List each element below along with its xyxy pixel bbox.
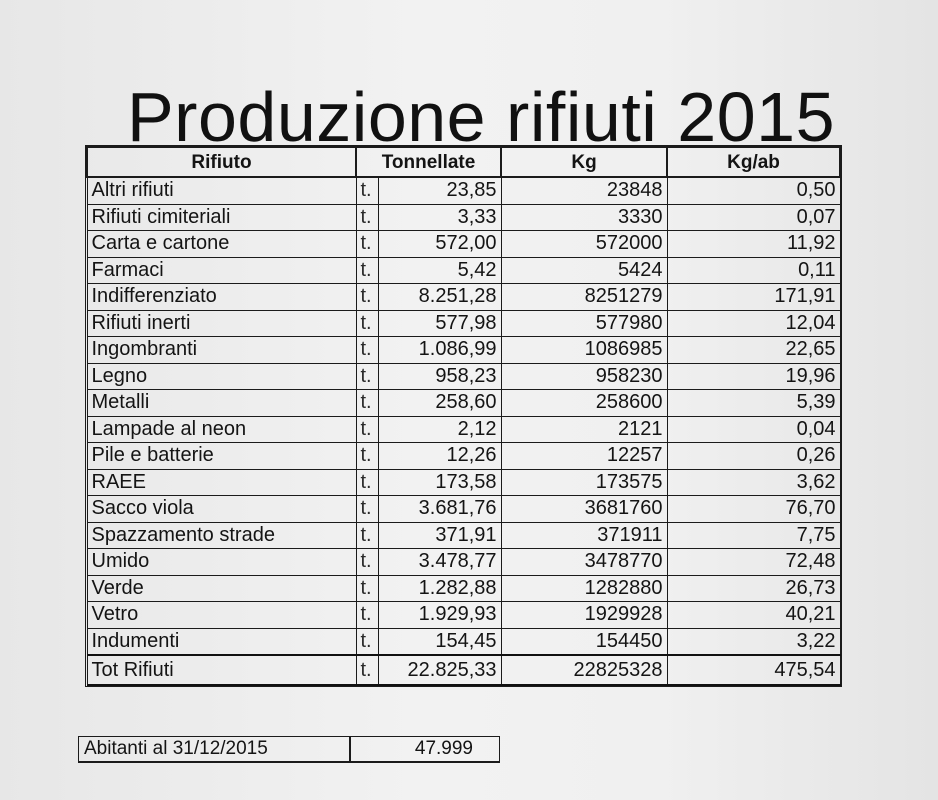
waste-type-cell: Spazzamento strade <box>87 522 356 549</box>
kg-cell: 1086985 <box>501 337 667 364</box>
kg-cell: 8251279 <box>501 284 667 311</box>
tonnellate-cell: 572,00 <box>378 231 501 258</box>
tonnellate-cell: 173,58 <box>378 469 501 496</box>
tonnellate-cell: 2,12 <box>378 416 501 443</box>
kg-cell: 173575 <box>501 469 667 496</box>
kg-ab-cell: 12,04 <box>667 310 840 337</box>
population-box <box>78 736 500 763</box>
table-total-row <box>87 655 840 685</box>
kg-cell: 3330 <box>501 204 667 231</box>
unit-prefix-cell: t. <box>356 443 378 470</box>
unit-prefix-cell: t. <box>356 204 378 231</box>
kg-ab-cell: 76,70 <box>667 496 840 523</box>
kg-cell: 154450 <box>501 628 667 655</box>
unit-prefix-cell: t. <box>356 416 378 443</box>
unit-prefix-cell: t. <box>356 496 378 523</box>
kg-ab-cell: 0,50 <box>667 177 840 204</box>
table-row <box>87 602 840 629</box>
waste-type-cell: Carta e cartone <box>87 231 356 258</box>
tonnellate-cell: 154,45 <box>378 628 501 655</box>
table-row <box>87 257 840 284</box>
waste-type-cell: Farmaci <box>87 257 356 284</box>
tonnellate-cell: 3.478,77 <box>378 549 501 576</box>
table-row <box>87 469 840 496</box>
total-unit-prefix: t. <box>356 655 378 685</box>
unit-prefix-cell: t. <box>356 284 378 311</box>
tonnellate-cell: 577,98 <box>378 310 501 337</box>
kg-ab-cell: 7,75 <box>667 522 840 549</box>
unit-prefix-cell: t. <box>356 575 378 602</box>
table-row <box>87 628 840 655</box>
kg-cell: 577980 <box>501 310 667 337</box>
tonnellate-cell: 3,33 <box>378 204 501 231</box>
unit-prefix-cell: t. <box>356 363 378 390</box>
tonnellate-cell: 8.251,28 <box>378 284 501 311</box>
tonnellate-cell: 23,85 <box>378 177 501 204</box>
kg-cell: 1282880 <box>501 575 667 602</box>
waste-type-cell: Vetro <box>87 602 356 629</box>
tonnellate-cell: 1.929,93 <box>378 602 501 629</box>
kg-cell: 258600 <box>501 390 667 417</box>
header-kg-ab: Kg/ab <box>667 147 840 177</box>
table-row <box>87 522 840 549</box>
waste-type-cell: Metalli <box>87 390 356 417</box>
total-kg: 22825328 <box>501 655 667 685</box>
kg-ab-cell: 5,39 <box>667 390 840 417</box>
kg-ab-cell: 171,91 <box>667 284 840 311</box>
total-kg-ab: 475,54 <box>667 655 840 685</box>
waste-type-cell: Indifferenziato <box>87 284 356 311</box>
kg-cell: 1929928 <box>501 602 667 629</box>
table-row <box>87 284 840 311</box>
table-row <box>87 363 840 390</box>
header-kg: Kg <box>501 147 667 177</box>
kg-cell: 3681760 <box>501 496 667 523</box>
kg-cell: 371911 <box>501 522 667 549</box>
unit-prefix-cell: t. <box>356 522 378 549</box>
unit-prefix-cell: t. <box>356 177 378 204</box>
kg-cell: 572000 <box>501 231 667 258</box>
unit-prefix-cell: t. <box>356 390 378 417</box>
waste-type-cell: Ingombranti <box>87 337 356 364</box>
tonnellate-cell: 258,60 <box>378 390 501 417</box>
page-title: Produzione rifiuti 2015 <box>126 77 836 156</box>
tonnellate-cell: 1.282,88 <box>378 575 501 602</box>
table-row <box>87 443 840 470</box>
kg-ab-cell: 19,96 <box>667 363 840 390</box>
unit-prefix-cell: t. <box>356 231 378 258</box>
table-row <box>87 416 840 443</box>
total-label: Tot Rifiuti <box>87 655 356 685</box>
tonnellate-cell: 371,91 <box>378 522 501 549</box>
waste-production-table <box>86 146 841 686</box>
kg-ab-cell: 0,11 <box>667 257 840 284</box>
table-row <box>87 496 840 523</box>
kg-cell: 5424 <box>501 257 667 284</box>
waste-type-cell: Legno <box>87 363 356 390</box>
kg-ab-cell: 0,07 <box>667 204 840 231</box>
unit-prefix-cell: t. <box>356 628 378 655</box>
table-row <box>87 390 840 417</box>
kg-ab-cell: 11,92 <box>667 231 840 258</box>
kg-ab-cell: 40,21 <box>667 602 840 629</box>
waste-type-cell: Altri rifiuti <box>87 177 356 204</box>
kg-cell: 23848 <box>501 177 667 204</box>
waste-type-cell: RAEE <box>87 469 356 496</box>
waste-type-cell: Umido <box>87 549 356 576</box>
kg-ab-cell: 3,22 <box>667 628 840 655</box>
kg-ab-cell: 0,04 <box>667 416 840 443</box>
total-tonnellate: 22.825,33 <box>378 655 501 685</box>
kg-ab-cell: 72,48 <box>667 549 840 576</box>
kg-cell: 2121 <box>501 416 667 443</box>
kg-cell: 3478770 <box>501 549 667 576</box>
unit-prefix-cell: t. <box>356 549 378 576</box>
table-header-row <box>87 147 840 177</box>
population-label: Abitanti al 31/12/2015 <box>79 737 351 761</box>
table-row <box>87 549 840 576</box>
table-row <box>87 575 840 602</box>
waste-type-cell: Lampade al neon <box>87 416 356 443</box>
kg-ab-cell: 3,62 <box>667 469 840 496</box>
waste-type-cell: Verde <box>87 575 356 602</box>
table-row <box>87 310 840 337</box>
header-rifiuto: Rifiuto <box>87 147 356 177</box>
table-body <box>87 177 840 685</box>
unit-prefix-cell: t. <box>356 337 378 364</box>
unit-prefix-cell: t. <box>356 310 378 337</box>
tonnellate-cell: 5,42 <box>378 257 501 284</box>
unit-prefix-cell: t. <box>356 257 378 284</box>
tonnellate-cell: 12,26 <box>378 443 501 470</box>
population-value: 47.999 <box>414 738 473 759</box>
table-row <box>87 231 840 258</box>
waste-type-cell: Rifiuti inerti <box>87 310 356 337</box>
table-row <box>87 177 840 204</box>
waste-type-cell: Pile e batterie <box>87 443 356 470</box>
tonnellate-cell: 1.086,99 <box>378 337 501 364</box>
table-row <box>87 204 840 231</box>
waste-type-cell: Sacco viola <box>87 496 356 523</box>
waste-type-cell: Indumenti <box>87 628 356 655</box>
kg-ab-cell: 26,73 <box>667 575 840 602</box>
unit-prefix-cell: t. <box>356 602 378 629</box>
kg-cell: 12257 <box>501 443 667 470</box>
tonnellate-cell: 3.681,76 <box>378 496 501 523</box>
header-tonnellate: Tonnellate <box>356 147 501 177</box>
kg-cell: 958230 <box>501 363 667 390</box>
tonnellate-cell: 958,23 <box>378 363 501 390</box>
unit-prefix-cell: t. <box>356 469 378 496</box>
kg-ab-cell: 22,65 <box>667 337 840 364</box>
waste-type-cell: Rifiuti cimiteriali <box>87 204 356 231</box>
kg-ab-cell: 0,26 <box>667 443 840 470</box>
table-row <box>87 337 840 364</box>
